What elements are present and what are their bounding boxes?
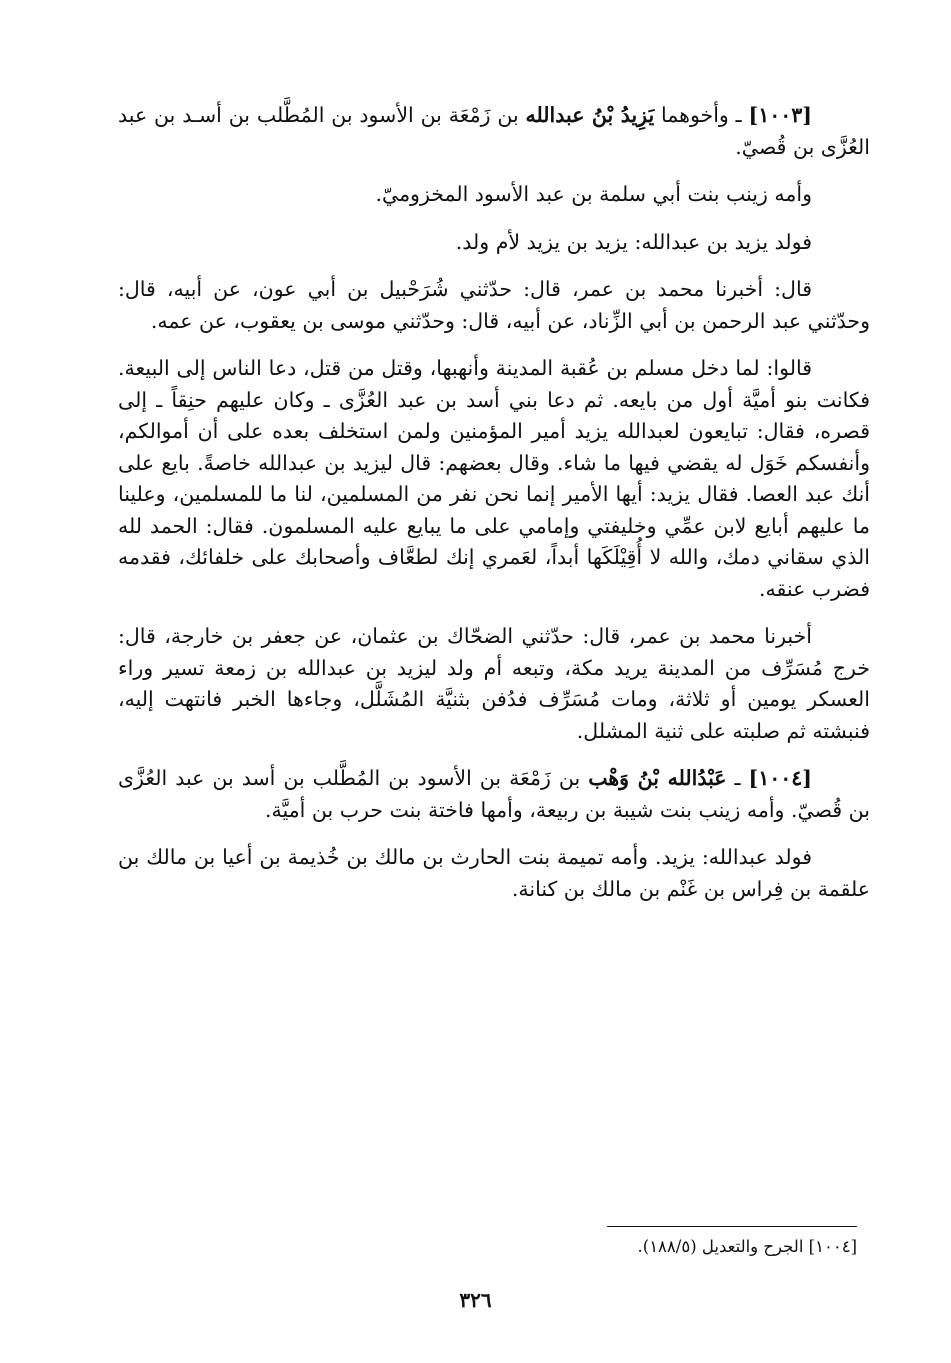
entry-intro: وأخوهما [654,103,729,127]
entry-name: عَبْدُالله بْنُ وَهْب [588,766,727,790]
entry-name: يَزِيدُ بْنُ عبدالله [525,103,655,127]
entry-lineage: بن زَمْعَة بن الأسود بن المُطَّلب بن أسد بن عبد العُزَّى بن قُصيّ. وأمه زينب بنت شيبة بن ربيعة، وأمها فاختة بنت حرب بن أميَّة. [118,766,870,822]
entry-1003 [118,100,870,163]
entry-dash: ـ [726,766,749,790]
footnote-divider [607,1226,857,1227]
entry-1004 [118,763,870,826]
paragraph-children: فولد يزيد بن عبدالله: يزيد بن يزيد لأم ولد. [455,229,812,254]
paragraph-narrative: قالوا: لما دخل مسلم بن عُقبة المدينة وأنهبها، وقتل من قتل، دعا الناس إلى البيعة. فكانت بنو أميَّة أول من بايعه. ثم دعا بني أسد بن عبد العُزَّى ـ وكان عليهم حنِقاً ـ إلى قصره، فقال: تبايعون لعبدالله يزيد أمير المؤمنين ولمن استخلف بعده على أن أموالكم، وأنفسكم خَوَل له يقضي فيها ما شاء. وقال بعضهم: قال ليزيد بن عبدالله خاصةً. بايع على أنك عبد العصا. فقال يزيد: أيها الأمير إنما نحن نفر من المسلمين، لنا ما للمسلمين، وعلينا ما عليهم أبايع لابن عمِّي وخليفتي وإمامي على ما يبايع عليه المسلمون. فقال: الحمد لله الذي سقاني دمك، والله لا أُقِيْلَكَها أبداً، لعَمري إنك لطعَّاف وأصحابك على خلفائك، فقدمه فضرب عنقه. [118,356,870,601]
paragraph-report: أخبرنا محمد بن عمر، قال: حدّثني الضحّاك بن عثمان، عن جعفر بن خارجة، قال: خرج مُسَرِّف من المدينة يريد مكة، وتبعه أم ولد ليزيد بن عبدالله بن زمعة تسير وراء العسكر يومين أو ثلاثة، ومات مُسَرِّف فدُفن بثنيَّة المُشَلَّل، وجاءها الخبر فانتهت إليه، فنبشته ثم صلبته على ثنية المشلل. [118,624,870,743]
entry-number: [١٠٠٣] [748,103,812,127]
paragraph-isnad: قال: أخبرنا محمد بن عمر، قال: حدّثني شُرَحْبيل بن أبي عون، عن أبيه، قال: وحدّثني عبد الرحمن بن أبي الزِّناد، عن أبيه، قال: وحدّثني موسى بن يعقوب، عن عمه. [118,277,870,333]
paragraph-descendants: فولد عبدالله: يزيد. وأمه تميمة بنت الحارث بن مالك بن خُذيمة بن أعيا بن مالك بن علقمة بن فِراس بن غَنْم بن مالك بن كنانة. [118,845,870,901]
paragraph-mother: وأمه زينب بنت أبي سلمة بن عبد الأسود المخزوميّ. [375,182,812,206]
entry-number: [١٠٠٤] [748,766,812,790]
entry-dash: ـ [728,103,749,127]
main-text [118,100,870,921]
footnote: [١٠٠٤] الجرح والتعديل (١٨٨/٥). [637,1237,857,1256]
entry-lineage: بن زَمْعَة بن الأسود بن المُطَّلب بن أسـد بن عبد العُزَّى بن قُصيّ. [118,103,870,159]
page-number: ٣٢٦ [459,1288,492,1312]
